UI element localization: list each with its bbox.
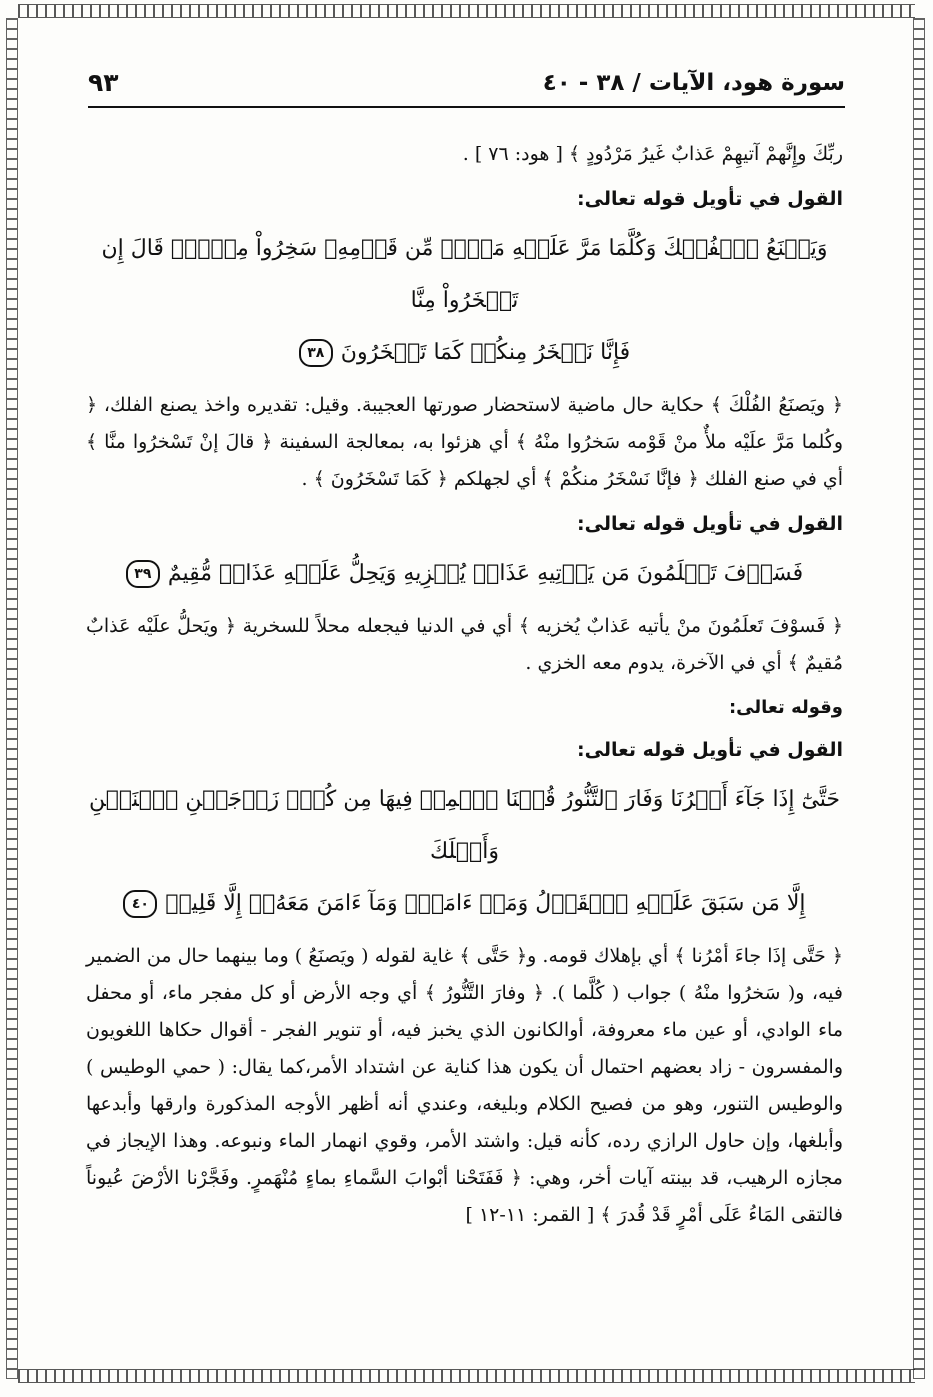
verse-number-38: ٣٨ — [299, 339, 333, 367]
verse-number-39: ٣٩ — [126, 560, 160, 588]
decorative-border-left — [6, 18, 18, 1379]
quran-verse-38 — [86, 223, 843, 379]
verse-38-line-1: وَيَصۡنَعُ ٱلۡفُلۡكَ وَكُلَّمَا مَرَّ عَلَيۡهِ مَلَأٞ مِّن قَوۡمِهِۦ سَخِرُواْ مِنۡهُۚ قَالَ إِن تَسۡخَرُواْ مِنَّا — [101, 236, 828, 313]
verse-number-40: ٤٠ — [123, 890, 157, 918]
paragraph-continuation: ربِّكَ وإِنَّهمْ آتيهِمْ عَذابٌ غَيرُ مَرْدُودٍ ﴾ [ هود: ٧٦ ] . — [462, 143, 843, 165]
quran-verse-39 — [86, 548, 843, 600]
verse-40-line-1: حَتَّىٰٓ إِذَا جَآءَ أَمۡرُنَا وَفَارَ ٱلتَّنُّورُ قُلۡنَا ٱحۡمِلۡ فِيهَا مِن كُلّٖ زَوۡجَيۡنِ ٱثۡنَيۡنِ وَأَهۡلَكَ — [88, 787, 841, 864]
commentary-paragraph-3: ﴿ حَتَّى إذَا جاءَ أمْرُنا ﴾ أي بإهلاك قومه. و﴿ حَتَّى ﴾ غاية لقوله ( ويَصنَعُ ) وما بينهما حال من الضمير فيه، و( سَخرُوا منْهُ ) جواب ( كُلَّما ). ﴿ وفارَ التَّنُّورُ ﴾ أي وجه الأرض أو كل مفجر ماء، أو محفل ماء الوادي، أو عين ماء معروفة، أوالكانون الذي يخبز فيه، أو تنوير الفجر - أقوال حكاها اللغويون والمفسرون - زاد بعضهم احتمال أن يكون هذا كناية عن اشتداد الأمر،كما يقال: ( حمي الوطيس ) والوطيس التنور، وهو من فصيح الكلام وبليغه، وعندي أنه أظهر الأوجه المذكورة وارقها وأبدعها وأبلغها، وإن حاول الرازي رده، كأنه قيل: واشتد الأمر، وقوي انهمار الماء ونبوعه. وهذا الإيجاز في مجازه الرهيب، قد بينته آيات أخر، وهي: ﴿ فَفَتَحْنا أبْوابَ السَّماءِ بماءٍ مُنْهَمرٍ. وفَجَّرْنا الأرْضَ عُيوناً فالتقى المَاءُ عَلَى أمْرٍ قَدْ قُدرَ ﴾ [ القمر: ١١-١٢ ] — [86, 945, 843, 1226]
verse-40-line-2-text: إِلَّا مَن سَبَقَ عَلَيۡهِ ٱلۡقَوۡلُ وَمَنۡ ءَامَنَۚ وَمَآ ءَامَنَ مَعَهُۥٓ إِلَّا قَلِيلٞ — [165, 891, 806, 916]
verse-40-line-2 — [86, 878, 843, 930]
decorative-border-right — [913, 18, 925, 1379]
verse-38-line-2 — [86, 327, 843, 379]
section-heading-3: القول في تأويل قوله تعالى: — [577, 739, 843, 761]
commentary-paragraph-1: ﴿ ويَصنَعُ الفُلْكَ ﴾ حكاية حال ماضية لاستحضار صورتها العجيبة. وقيل: تقديره واخذ يصنع الفلك، ﴿ وكُلما مَرَّ علَيْه ملأٌ منْ قَوْمه سَخرُوا منْهُ ﴾ أي هزئوا به، بمعالجة السفينة ﴿ قالَ إنْ تَسْخرُوا منَّا ﴾ أي في صنع الفلك ﴿ فإنَّا نَسْخَرُ منكُمْ ﴾ أي لجهلكم ﴿ كَمَا تَسْخَرُونَ ﴾ . — [86, 394, 843, 490]
page-header — [88, 66, 845, 108]
section-heading-1: القول في تأويل قوله تعالى: — [577, 188, 843, 210]
verse-38-line-2-text: فَإِنَّا نَسۡخَرُ مِنكُمۡ كَمَا تَسۡخَرُونَ — [340, 340, 631, 365]
decorative-border-top — [18, 4, 915, 18]
verse-39-line-1 — [86, 548, 843, 600]
page-body — [86, 136, 843, 1242]
decorative-border-bottom — [18, 1369, 915, 1383]
running-title: سورة هود، الآيات / ٣٨ - ٤٠ — [542, 70, 845, 96]
quran-verse-40 — [86, 774, 843, 930]
verse-39-line-1-text: فَسَوۡفَ تَعۡلَمُونَ مَن يَأۡتِيهِ عَذَابٞ يُخۡزِيهِ وَيَحِلُّ عَلَيۡهِ عَذَابٞ مُّقِيمٌ — [167, 561, 804, 586]
section-heading-2: القول في تأويل قوله تعالى: — [577, 513, 843, 535]
commentary-paragraph-2: ﴿ فَسوْفَ تَعلَمُونَ منْ يأتيه عَذابٌ يُخزيه ﴾ أي في الدنيا فيجعله محلاً للسخرية ﴿ ويَحلُّ علَيْه عَذابٌ مُقيمٌ ﴾ أي في الآخرة، يدوم معه الخزي . — [86, 615, 843, 674]
transition-text: وقوله تعالى: — [728, 697, 843, 718]
page-number: ٩٣ — [88, 68, 119, 97]
